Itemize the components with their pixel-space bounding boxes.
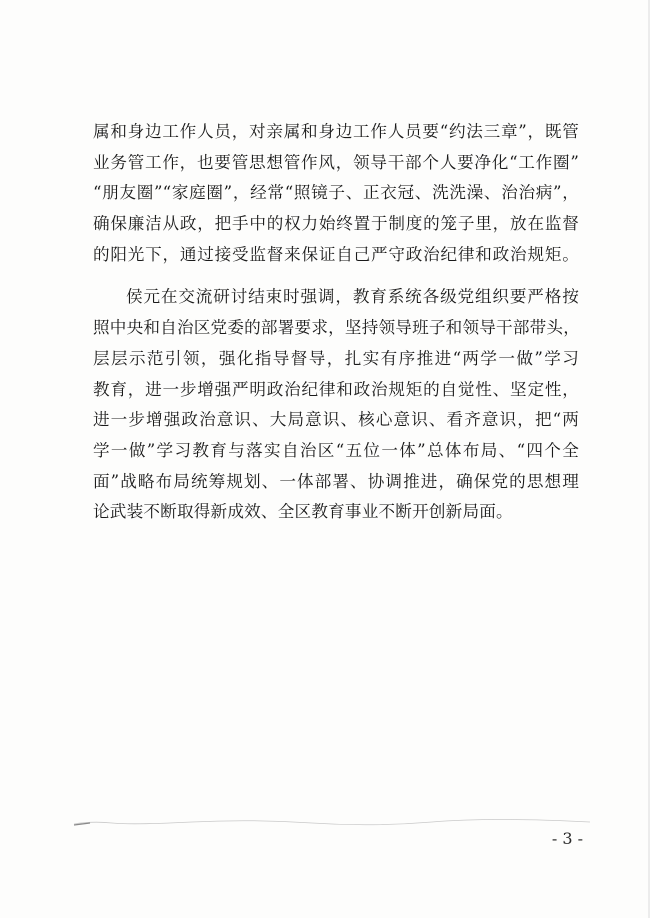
paragraph-gap xyxy=(93,270,579,282)
text-line: 层层示范引领，强化指导督导，扎实有序推进“两学一做”学习 xyxy=(93,348,579,368)
text-line: 属和身边工作人员，对亲属和身边工作人员要“约法三章”，既管 xyxy=(93,122,579,141)
document-body xyxy=(93,117,579,528)
text-line: 的阳光下，通过接受监督来保证自己严守政治纪律和政治规矩。 xyxy=(93,244,579,264)
text-line: 侯元在交流研讨结束时强调，教育系统各级党组织要严格按 xyxy=(126,287,579,307)
text-line: 论武装不断取得新成效、全区教育事业不断开创新局面。 xyxy=(93,502,513,522)
text-line: 教育，进一步增强严明政治纪律和政治规矩的自觉性、坚定性， xyxy=(93,379,579,399)
text-line: “朋友圈”“家庭圈”，经常“照镜子、正衣冠、洗洗澡、治治病”， xyxy=(93,183,579,203)
paragraph-conclusion xyxy=(93,282,579,528)
scan-artifact-rule xyxy=(72,818,592,828)
paragraph-continued xyxy=(93,117,579,270)
text-line: 业务管工作，也要管思想管作风，领导干部个人要净化“工作圈” xyxy=(93,152,579,172)
text-line: 确保廉洁从政，把手中的权力始终置于制度的笼子里，放在监督 xyxy=(93,214,579,234)
text-line: 进一步增强政治意识、大局意识、核心意识、看齐意识，把“两 xyxy=(93,410,579,430)
page-number: - 3 - xyxy=(551,829,583,848)
text-line: 照中央和自治区党委的部署要求，坚持领导班子和领导干部带头， xyxy=(93,318,581,338)
text-line: 面”战略布局统筹规划、一体部署、协调推进，确保党的思想理 xyxy=(93,471,579,491)
text-line: 学一做”学习教育与落实自治区“五位一体”总体布局、“四个全 xyxy=(93,440,579,460)
